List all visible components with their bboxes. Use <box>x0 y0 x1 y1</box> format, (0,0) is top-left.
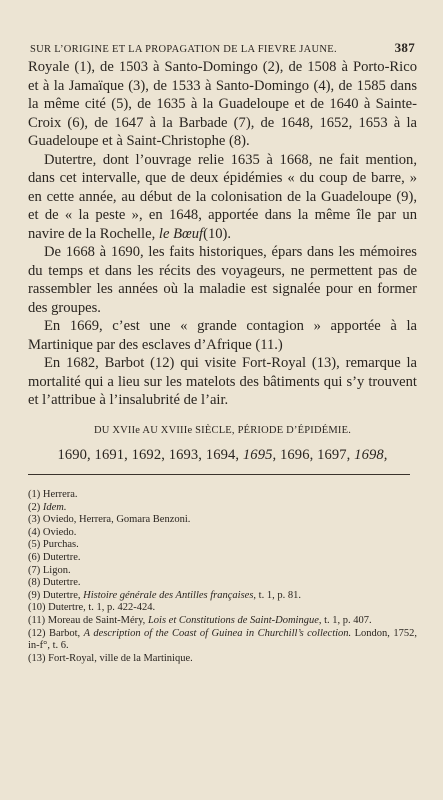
footnote-5: (5) Purchas. <box>28 539 79 551</box>
footnote-3: (3) Oviedo, Herrera, Gomara Benzoni. <box>28 514 191 526</box>
footnote-2-italic: Idem. <box>42 501 67 513</box>
running-title: SUR L’ORIGINE ET LA PROPAGATION DE LA FIEVRE JAUNE. <box>30 44 337 55</box>
footnote-9 <box>28 590 417 603</box>
running-head <box>30 40 415 56</box>
footnote-11-start: (11) Moreau de Saint-Méry, <box>28 614 146 626</box>
footnote-9-start: (9) Dutertre, <box>28 589 81 601</box>
paragraph-2-end: (10). <box>203 225 232 242</box>
footnote-2 <box>28 502 417 515</box>
paragraph-1: Royale (1), de 1503 à Santo-Domingo (2), de 1508 à Porto-Rico et à la Jamaïque (3), de 1533 à Santo-Domingo (4), de 1585 dans la même cité (5), de 1635 à la Guadeloupe et de 1640 à Sainte-Croix (6), de 1647 à la Barbade (7), de 1648, 1652, 1653 à la Guadeloupe et à Saint-Christophe (8). <box>28 59 417 149</box>
paragraph-3: De 1668 à 1690, les faits historiques, épars dans les mémoires du temps et dans les récits des voyageurs, ne permettent pas de rassembler les années où la maladie est signalée pour en former des groupes. <box>28 244 417 316</box>
footnote-12-start: (12) Barbot, <box>28 627 81 639</box>
footnote-2-number: (2) <box>28 501 41 513</box>
footnote-12-italic: A description of the Coast of Guinea in Churchill’s collection. <box>83 627 352 639</box>
footnote-13: (13) Fort-Royal, ville de la Martinique. <box>28 652 193 664</box>
footnote-11-end: , t. 1, p. 407. <box>318 614 372 626</box>
body-text <box>28 58 417 410</box>
paragraph-2-start: Dutertre, dont l’ouvrage relie 1635 à 1668, ne fait mention, dans cet intervalle, que de deux épidémies « du coup de barre, » en cette année, au début de la colonisation de la Guadeloupe (9), et de « la peste », en 1648, apportée dans la même île par un navire de la Rochelle, <box>28 151 417 242</box>
paragraph-4: En 1669, c’est une « grande contagion » apportée à la Martinique par des esclaves d’Afrique (11.) <box>28 318 417 353</box>
paragraph-5: En 1682, Barbot (12) qui visite Fort-Royal (13), remarque la mortalité qui a lieu sur les matelots des bâtiments qui s’y trouvent et l’attribue à l’insalubrité de l’air. <box>28 355 417 408</box>
years-mid: 1696, 1697, <box>280 447 351 463</box>
paragraph-2 <box>28 151 417 244</box>
footnote-7: (7) Ligon. <box>28 564 71 576</box>
ship-name: le Bœuf <box>158 225 204 242</box>
year-italic-2: 1698, <box>354 447 388 463</box>
years-plain: 1690, 1691, 1692, 1693, 1694, <box>57 447 240 463</box>
footnote-9-end: , t. 1, p. 81. <box>253 589 301 601</box>
footnote-11 <box>28 615 417 628</box>
footnote-12-end: London, 1752, in-f°, t. 6. <box>28 627 418 652</box>
page-number: 387 <box>394 40 415 55</box>
footnote-10: (10) Dutertre, t. 1, p. 422-424. <box>28 602 156 614</box>
footnote-1: (1) Herrera. <box>28 489 78 500</box>
years-line <box>28 447 417 464</box>
footnote-9-italic: Histoire générale des Antilles françaises <box>83 589 254 601</box>
footnote-divider <box>28 474 410 475</box>
footnote-4: (4) Oviedo. <box>28 526 77 538</box>
year-italic-1: 1695, <box>242 447 277 463</box>
footnote-8: (8) Dutertre. <box>28 577 81 589</box>
footnote-11-italic: Lois et Constitutions de Saint-Domingue <box>147 614 319 626</box>
footnotes <box>28 489 417 665</box>
footnote-12 <box>28 628 417 653</box>
section-heading: DU XVIIe AU XVIIIe SIÈCLE, PÉRIODE D’ÉPIDÉMIE. <box>93 425 352 436</box>
footnote-6: (6) Dutertre. <box>28 551 81 563</box>
